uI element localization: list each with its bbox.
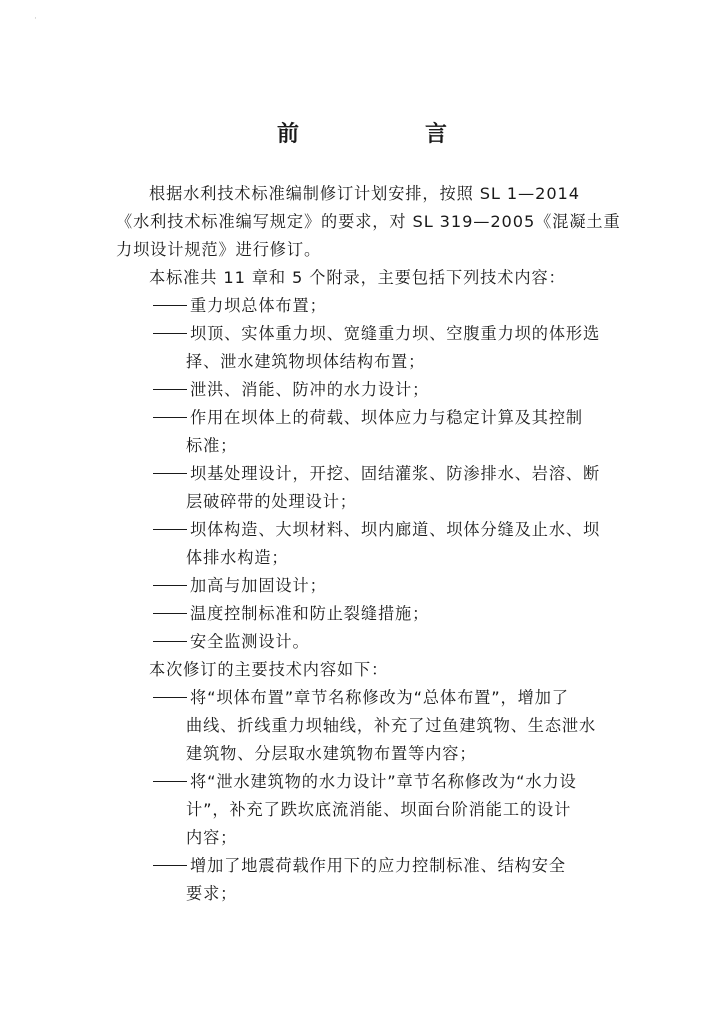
content-item: 坝基处理设计，开挖、固结灌浆、防渗排水、岩溶、断 xyxy=(116,460,636,488)
revision-item-continuation: 内容； xyxy=(186,828,238,847)
revision-item: 将“泄水建筑物的水力设计”章节名称修改为“水力设 xyxy=(116,768,636,796)
revision-item-continuation: 要求； xyxy=(186,884,238,903)
content-item-continuation: 择、泄水建筑物坝体结构布置； xyxy=(186,352,426,371)
dash-mark xyxy=(153,529,187,530)
dash-mark xyxy=(153,613,187,614)
intro-line-1: 根据水利技术标准编制修订计划安排，按照 SL 1—2014 xyxy=(149,184,580,203)
dash-mark xyxy=(153,585,187,586)
scope-line: 本标准共 11 章和 5 个附录，主要包括下列技术内容： xyxy=(149,268,566,287)
revision-item-continuation: 计”，补充了跌坎底流消能、坝面台阶消能工的设计 xyxy=(186,800,572,819)
intro-line-3: 力坝设计规范》进行修订。 xyxy=(116,240,322,259)
dash-mark xyxy=(153,781,187,782)
content-item: 坝体构造、大坝材料、坝内廊道、坝体分缝及止水、坝 xyxy=(116,516,636,544)
content-item: 安全监测设计。 xyxy=(116,628,636,656)
content-item: 作用在坝体上的荷载、坝体应力与稳定计算及其控制 xyxy=(116,404,636,432)
corner-mark: · xyxy=(34,14,37,24)
dash-mark xyxy=(153,641,187,642)
dash-mark xyxy=(153,865,187,866)
dash-mark xyxy=(153,417,187,418)
dash-mark xyxy=(153,305,187,306)
document-body xyxy=(116,180,636,908)
content-item: 加高与加固设计； xyxy=(116,572,636,600)
content-item-continuation: 体排水构造； xyxy=(186,548,289,567)
revision-item: 增加了地震荷载作用下的应力控制标准、结构安全 xyxy=(116,852,636,880)
content-item: 泄洪、消能、防冲的水力设计； xyxy=(116,376,636,404)
intro-line-2: 《水利技术标准编写规定》的要求，对 SL 319—2005《混凝土重 xyxy=(116,212,621,231)
content-item: 重力坝总体布置； xyxy=(116,292,636,320)
content-item-continuation: 层破碎带的处理设计； xyxy=(186,492,357,511)
revision-item-continuation: 曲线、折线重力坝轴线，补充了过鱼建筑物、生态泄水 xyxy=(186,716,597,735)
dash-mark xyxy=(153,389,187,390)
revision-item-continuation: 建筑物、分层取水建筑物布置等内容； xyxy=(186,744,477,763)
revision-intro: 本次修订的主要技术内容如下： xyxy=(149,660,389,679)
content-item: 温度控制标准和防止裂缝措施； xyxy=(116,600,636,628)
dash-mark xyxy=(153,333,187,334)
content-item: 坝顶、实体重力坝、宽缝重力坝、空腹重力坝的体形选 xyxy=(116,320,636,348)
content-item-continuation: 标准； xyxy=(186,436,238,455)
page-title: 前 言 xyxy=(276,122,499,147)
revision-item: 将“坝体布置”章节名称修改为“总体布置”，增加了 xyxy=(116,684,636,712)
dash-mark xyxy=(153,697,187,698)
dash-mark xyxy=(153,473,187,474)
